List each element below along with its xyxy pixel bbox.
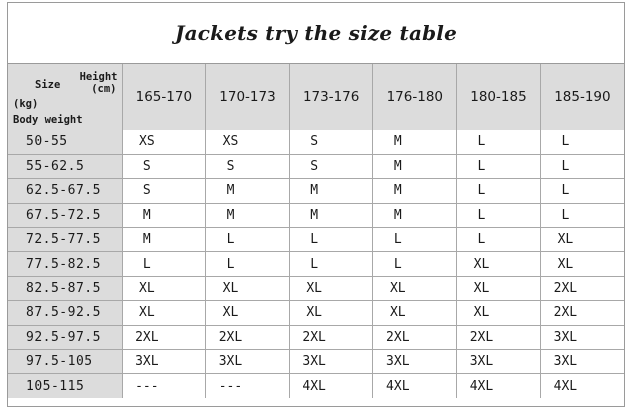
table-row (8, 179, 624, 203)
size-cell: 3XL (373, 350, 457, 374)
corner-header (8, 64, 122, 130)
height-unit: (cm) (91, 83, 117, 95)
height-column-header: 185-190 (540, 64, 624, 130)
size-cell: S (122, 179, 206, 203)
size-cell: 3XL (540, 350, 624, 374)
size-cell: XL (206, 276, 290, 300)
size-cell: L (540, 179, 624, 203)
size-cell: L (540, 130, 624, 154)
size-cell: L (457, 228, 541, 252)
size-cell: L (457, 179, 541, 203)
weight-range-cell: 62.5-67.5 (8, 179, 122, 203)
weight-range-cell: 67.5-72.5 (8, 203, 122, 227)
size-cell: L (373, 252, 457, 276)
size-cell: L (206, 252, 290, 276)
size-cell: XL (540, 228, 624, 252)
weight-label: Body weight (13, 114, 83, 126)
size-cell: S (122, 154, 206, 178)
table-row (8, 130, 624, 154)
size-cell: 2XL (206, 325, 290, 349)
height-column-header: 165-170 (122, 64, 206, 130)
size-cell: XL (457, 301, 541, 325)
size-cell: XL (206, 301, 290, 325)
weight-range-cell: 105-115 (8, 374, 122, 398)
size-cell: L (540, 154, 624, 178)
size-cell: 2XL (457, 325, 541, 349)
weight-range-cell: 87.5-92.5 (8, 301, 122, 325)
size-label: Size (35, 79, 61, 91)
height-label: Height (79, 71, 118, 83)
size-cell: XL (457, 252, 541, 276)
size-cell: 3XL (122, 350, 206, 374)
size-cell: L (457, 203, 541, 227)
size-table (8, 64, 624, 398)
size-cell: M (373, 130, 457, 154)
size-cell: XL (122, 276, 206, 300)
size-cell: S (206, 154, 290, 178)
size-cell: M (289, 179, 373, 203)
size-cell: 2XL (540, 301, 624, 325)
size-cell: M (289, 203, 373, 227)
size-cell: XL (373, 301, 457, 325)
table-row (8, 350, 624, 374)
weight-range-cell: 50-55 (8, 130, 122, 154)
table-row (8, 252, 624, 276)
table-row (8, 228, 624, 252)
weight-range-cell: 97.5-105 (8, 350, 122, 374)
size-cell: XS (122, 130, 206, 154)
size-cell: --- (206, 374, 290, 398)
size-cell: M (373, 154, 457, 178)
size-cell: M (206, 203, 290, 227)
table-body (8, 130, 624, 398)
size-cell: 2XL (289, 325, 373, 349)
size-cell: --- (122, 374, 206, 398)
size-cell: M (122, 228, 206, 252)
size-cell: 3XL (206, 350, 290, 374)
table-row (8, 325, 624, 349)
size-cell: L (457, 154, 541, 178)
size-cell: XL (289, 301, 373, 325)
height-column-header: 173-176 (289, 64, 373, 130)
weight-range-cell: 92.5-97.5 (8, 325, 122, 349)
size-cell: 3XL (457, 350, 541, 374)
size-cell: L (540, 203, 624, 227)
table-row (8, 203, 624, 227)
size-cell: XL (373, 276, 457, 300)
size-cell: M (122, 203, 206, 227)
size-cell: 3XL (540, 325, 624, 349)
size-cell: XL (457, 276, 541, 300)
size-cell: 4XL (289, 374, 373, 398)
weight-range-cell: 72.5-77.5 (8, 228, 122, 252)
table-row (8, 154, 624, 178)
size-cell: 2XL (540, 276, 624, 300)
size-cell: 2XL (373, 325, 457, 349)
weight-range-cell: 55-62.5 (8, 154, 122, 178)
size-cell: L (373, 228, 457, 252)
table-row (8, 276, 624, 300)
size-cell: 4XL (540, 374, 624, 398)
size-cell: L (122, 252, 206, 276)
height-column-header: 170-173 (206, 64, 290, 130)
weight-range-cell: 77.5-82.5 (8, 252, 122, 276)
size-cell: M (373, 179, 457, 203)
size-cell: XL (540, 252, 624, 276)
size-cell: M (206, 179, 290, 203)
size-cell: M (373, 203, 457, 227)
size-chart (7, 2, 625, 407)
size-cell: S (289, 130, 373, 154)
weight-range-cell: 82.5-87.5 (8, 276, 122, 300)
size-cell: L (289, 228, 373, 252)
height-column-header: 176-180 (373, 64, 457, 130)
size-cell: XS (206, 130, 290, 154)
size-cell: L (206, 228, 290, 252)
table-row (8, 374, 624, 398)
size-cell: L (457, 130, 541, 154)
size-cell: 4XL (373, 374, 457, 398)
height-column-header: 180-185 (457, 64, 541, 130)
weight-unit: (kg) (13, 98, 39, 110)
size-cell: 3XL (289, 350, 373, 374)
table-row (8, 301, 624, 325)
size-cell: XL (122, 301, 206, 325)
size-cell: S (289, 154, 373, 178)
size-cell: XL (289, 276, 373, 300)
table-title: Jackets try the size table (8, 3, 624, 64)
size-cell: L (289, 252, 373, 276)
header-row (8, 64, 624, 130)
size-cell: 2XL (122, 325, 206, 349)
size-cell: 4XL (457, 374, 541, 398)
